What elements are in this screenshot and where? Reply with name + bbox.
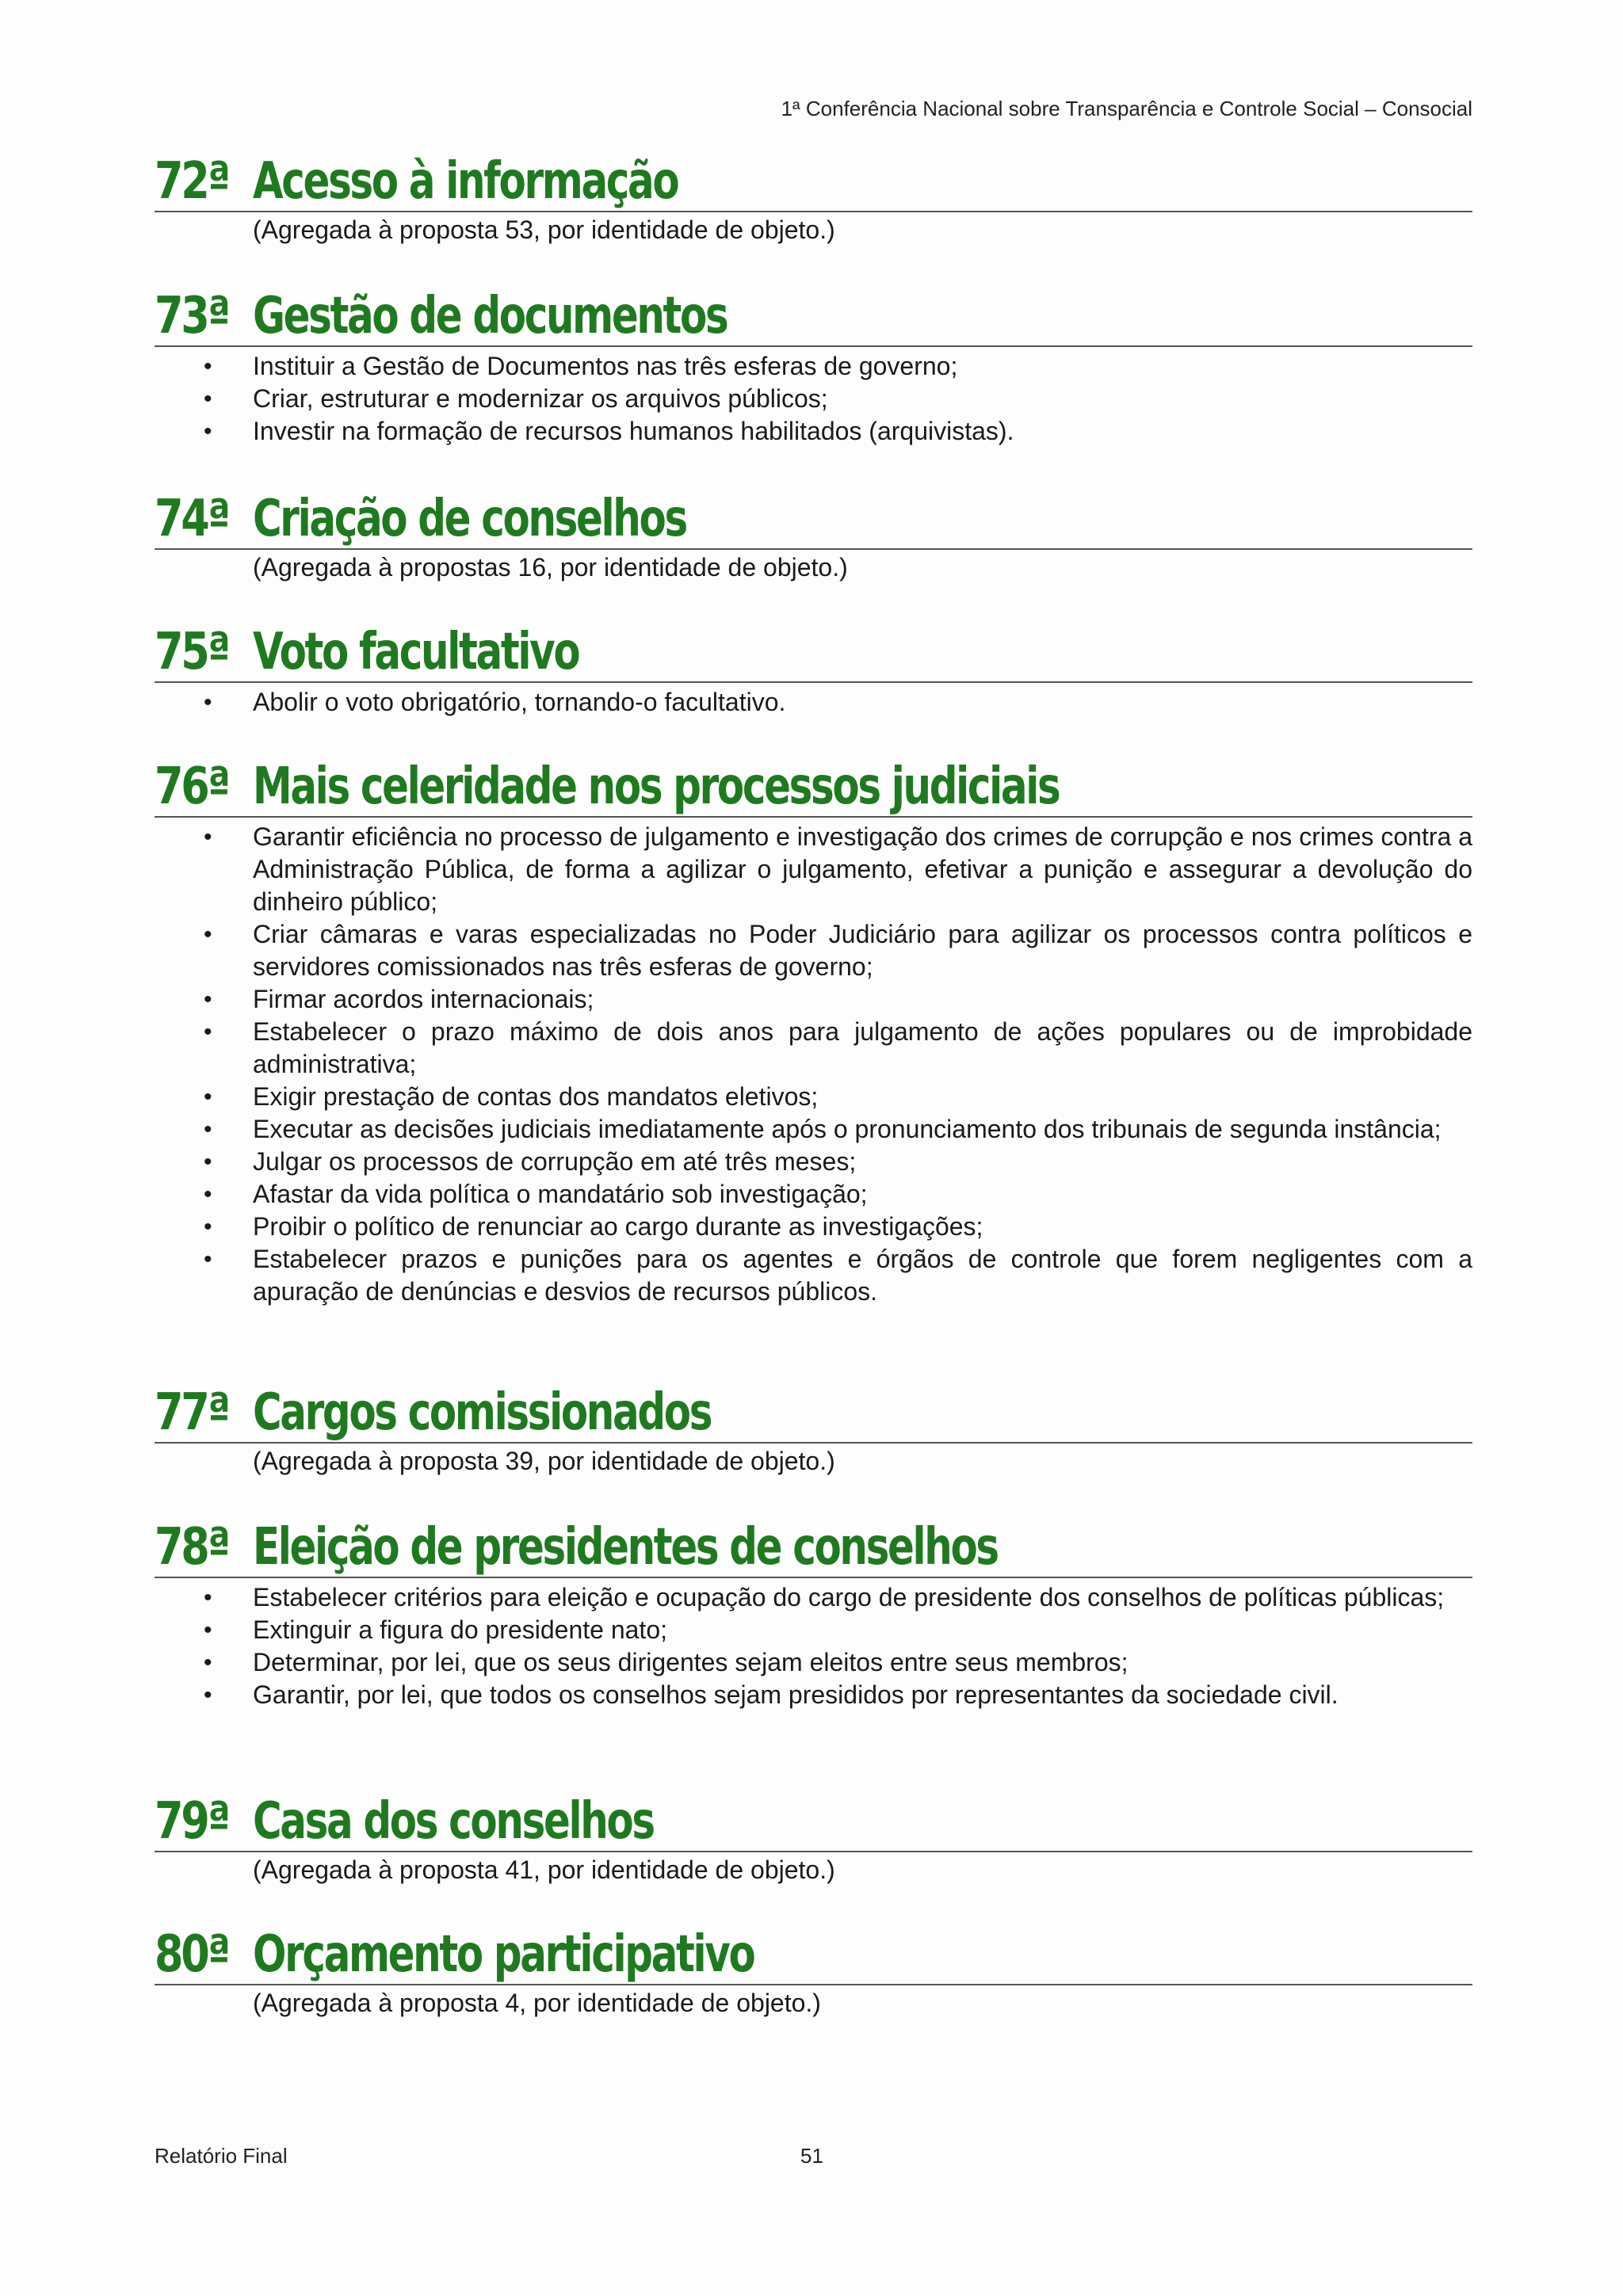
section-heading — [155, 1925, 1472, 1985]
section-79 — [155, 1792, 1472, 1886]
section-note: (Agregada à proposta 53, por identidade de objeto.) — [253, 215, 835, 244]
section-number: 75ª — [155, 623, 228, 681]
section-77 — [155, 1383, 1472, 1478]
section-note: (Agregada à proposta 41, por identidade de objeto.) — [253, 1855, 835, 1884]
list-item: • Instituir a Gestão de Documentos nas três esferas de governo; — [204, 352, 958, 380]
section-heading — [155, 1518, 1472, 1578]
section-title: Eleição de presidentes de conselhos — [253, 1518, 998, 1577]
section-title: Cargos comissionados — [253, 1383, 712, 1442]
section-74 — [155, 490, 1472, 584]
section-78 — [155, 1518, 1472, 1711]
section-number: 80ª — [155, 1925, 228, 1984]
footer-report-title: Relatório Final — [155, 2144, 288, 2168]
section-number: 77ª — [155, 1383, 228, 1442]
section-title: Acesso à informação — [253, 152, 678, 211]
list-item: • Firmar acordos internacionais; — [204, 985, 594, 1013]
bullet-list — [155, 686, 1472, 719]
section-title: Gestão de documentos — [253, 287, 727, 345]
section-heading — [155, 757, 1472, 818]
page-number: 51 — [800, 2144, 823, 2168]
list-item: • Estabelecer critérios para eleição e ocupação do cargo de presidente dos conselhos de políticas públicas; — [204, 1583, 1445, 1611]
section-title: Voto facultativo — [253, 623, 579, 681]
section-80 — [155, 1925, 1472, 2019]
running-header: 1ª Conferência Nacional sobre Transparência e Controle Social – Consocial — [781, 97, 1472, 120]
list-item: • Estabelecer prazos e punições para os agentes e órgãos de controle que forem negligentes com a apuração de denúncias e desvios de recursos públicos. — [204, 1245, 1472, 1306]
section-title: Mais celeridade nos processos judiciais — [253, 757, 1060, 816]
section-title: Criação de conselhos — [253, 490, 686, 548]
section-heading — [155, 1383, 1472, 1444]
list-item: • Extinguir a figura do presidente nato; — [204, 1615, 667, 1644]
list-item: • Executar as decisões judiciais imediatamente após o pronunciamento dos tribunais de segunda instância; — [204, 1115, 1442, 1143]
list-item: • Abolir o voto obrigatório, tornando-o facultativo. — [204, 688, 786, 716]
section-heading — [155, 490, 1472, 550]
list-item: • Criar, estruturar e modernizar os arquivos públicos; — [204, 384, 828, 413]
section-title: Orçamento participativo — [253, 1925, 754, 1984]
list-item: • Exigir prestação de contas dos mandatos eletivos; — [204, 1082, 819, 1111]
section-number: 78ª — [155, 1518, 228, 1577]
section-76 — [155, 757, 1472, 1308]
list-item: • Julgar os processos de corrupção em até três meses; — [204, 1147, 857, 1176]
section-note: (Agregada à proposta 39, por identidade de objeto.) — [253, 1447, 835, 1475]
list-item: • Garantir, por lei, que todos os conselhos sejam presididos por representantes da sociedade civil. — [204, 1680, 1338, 1709]
section-heading — [155, 1792, 1472, 1852]
section-note: (Agregada à proposta 4, por identidade de objeto.) — [253, 1989, 821, 2017]
section-73 — [155, 287, 1472, 448]
list-item: • Garantir eficiência no processo de julgamento e investigação dos crimes de corrupção e nos crimes contra a Administração Pública, de forma a agilizar o julgamento, efetivar a punição e assegurar a devolução do dinheiro público; — [204, 822, 1472, 916]
bullet-list — [155, 821, 1472, 1308]
section-number: 79ª — [155, 1792, 228, 1851]
section-note: (Agregada à propostas 16, por identidade de objeto.) — [253, 553, 848, 582]
section-number: 73ª — [155, 287, 228, 345]
list-item: • Investir na formação de recursos humanos habilitados (arquivistas). — [204, 417, 1014, 445]
section-heading — [155, 152, 1472, 212]
section-title: Casa dos conselhos — [253, 1792, 654, 1851]
list-item: • Proibir o político de renunciar ao cargo durante as investigações; — [204, 1212, 983, 1241]
bullet-list — [155, 350, 1472, 448]
section-72 — [155, 152, 1472, 246]
section-number: 74ª — [155, 490, 228, 548]
section-number: 72ª — [155, 152, 228, 211]
list-item: • Estabelecer o prazo máximo de dois anos para julgamento de ações populares ou de improbidade administrativa; — [204, 1017, 1472, 1078]
bullet-list — [155, 1581, 1472, 1711]
list-item: • Afastar da vida política o mandatário sob investigação; — [204, 1180, 868, 1208]
list-item: • Determinar, por lei, que os seus dirigentes sejam eleitos entre seus membros; — [204, 1648, 1128, 1676]
section-75 — [155, 623, 1472, 719]
section-heading — [155, 623, 1472, 683]
section-heading — [155, 287, 1472, 347]
list-item: • Criar câmaras e varas especializadas no Poder Judiciário para agilizar os processos contra políticos e servidores comissionados nas três esferas de governo; — [204, 920, 1472, 981]
section-number: 76ª — [155, 757, 228, 816]
